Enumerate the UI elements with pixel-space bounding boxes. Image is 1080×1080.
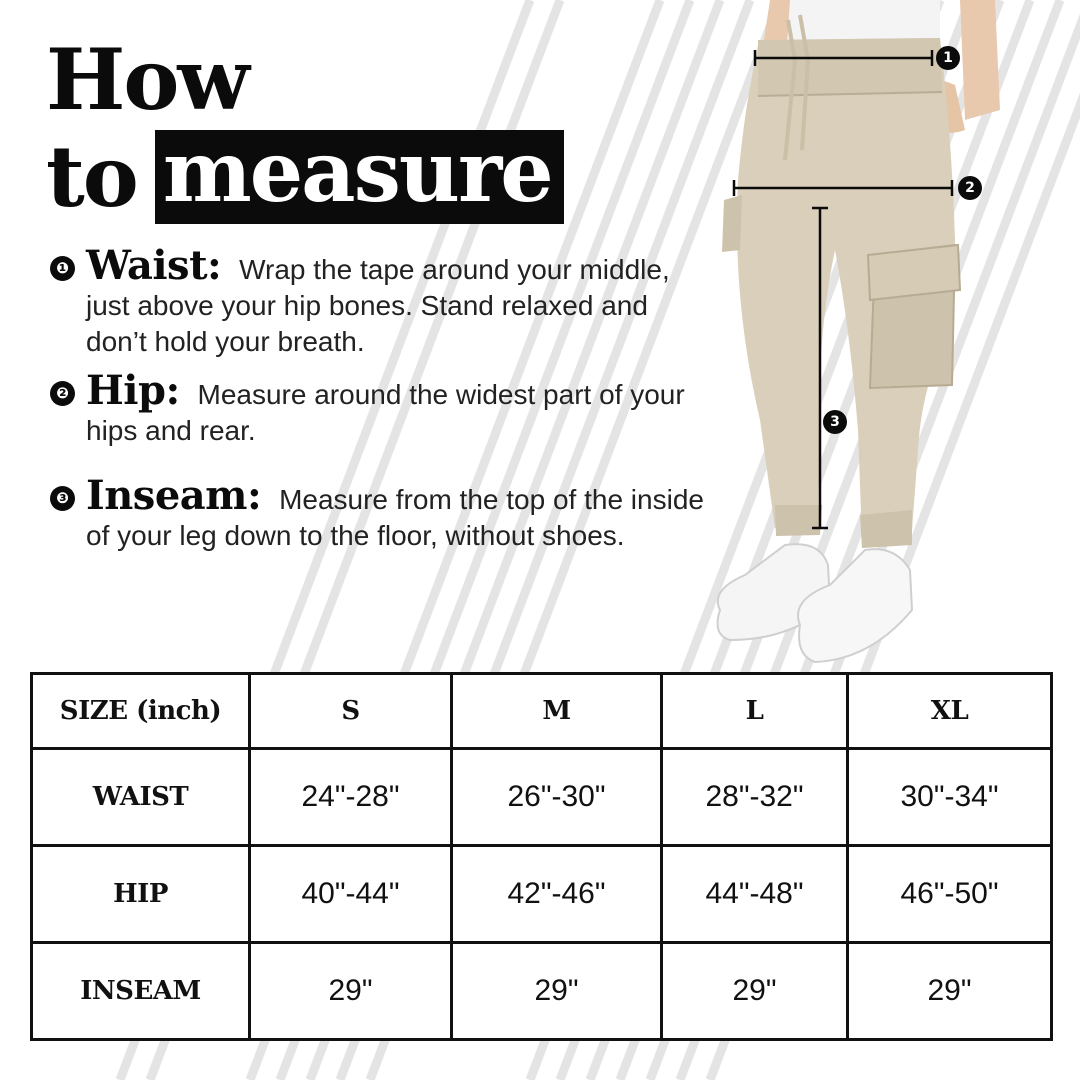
table-cell: 29" xyxy=(250,943,452,1040)
inseam-marker: 3 xyxy=(823,410,847,434)
table-header-size: SIZE (inch) xyxy=(32,674,250,749)
page-title-line-1: How xyxy=(46,30,248,129)
table-cell: 29" xyxy=(848,943,1052,1040)
sneaker-icon xyxy=(718,544,912,662)
table-row xyxy=(32,943,1052,1040)
row-label-waist: WAIST xyxy=(32,749,250,846)
instruction-inseam-text xyxy=(86,472,710,554)
page-title-line-2 xyxy=(46,122,564,226)
table-header-xl: XL xyxy=(848,674,1052,749)
table-cell: 29" xyxy=(662,943,848,1040)
size-chart-table xyxy=(30,672,1053,1041)
table-cell: 26"-30" xyxy=(452,749,662,846)
table-cell: 29" xyxy=(452,943,662,1040)
hip-marker: 2 xyxy=(958,176,982,200)
instruction-waist-label: Waist: xyxy=(86,242,222,289)
table-row xyxy=(32,749,1052,846)
table-row xyxy=(32,846,1052,943)
circled-number-three-icon: ❸ xyxy=(50,486,75,511)
row-label-hip: HIP xyxy=(32,846,250,943)
instruction-hip-body: Measure around the widest part of your hips and rear. xyxy=(86,379,685,446)
arm-right xyxy=(960,0,1000,120)
instruction-inseam xyxy=(50,472,710,554)
circled-number-one-icon: ❶ xyxy=(50,256,75,281)
instruction-waist-text xyxy=(86,242,710,360)
model-photo xyxy=(690,0,1080,670)
table-cell: 40"-44" xyxy=(250,846,452,943)
table-cell: 46"-50" xyxy=(848,846,1052,943)
row-label-inseam: INSEAM xyxy=(32,943,250,1040)
table-cell: 30"-34" xyxy=(848,749,1052,846)
page-title-to: to xyxy=(46,127,137,226)
table-cell: 24"-28" xyxy=(250,749,452,846)
table-header-s: S xyxy=(250,674,452,749)
table-cell: 28"-32" xyxy=(662,749,848,846)
instruction-hip-text xyxy=(86,367,710,449)
table-cell: 42"-46" xyxy=(452,846,662,943)
table-header-l: L xyxy=(662,674,848,749)
page-title-measure-highlight: measure xyxy=(155,130,564,224)
circled-number-two-icon: ❷ xyxy=(50,381,75,406)
instruction-hip xyxy=(50,367,710,449)
waist-marker: 1 xyxy=(936,46,960,70)
instruction-waist-body: Wrap the tape around your middle, just above your hip bones. Stand relaxed and don’t hold your breath. xyxy=(86,254,670,357)
table-header-row xyxy=(32,674,1052,749)
instruction-hip-label: Hip: xyxy=(86,367,180,414)
instruction-inseam-label: Inseam: xyxy=(86,472,262,519)
instruction-waist xyxy=(50,242,710,360)
instruction-inseam-body: Measure from the top of the inside of your leg down to the floor, without shoes. xyxy=(86,484,704,551)
table-header-m: M xyxy=(452,674,662,749)
table-cell: 44"-48" xyxy=(662,846,848,943)
jogger-pants-illustration xyxy=(690,0,1080,670)
